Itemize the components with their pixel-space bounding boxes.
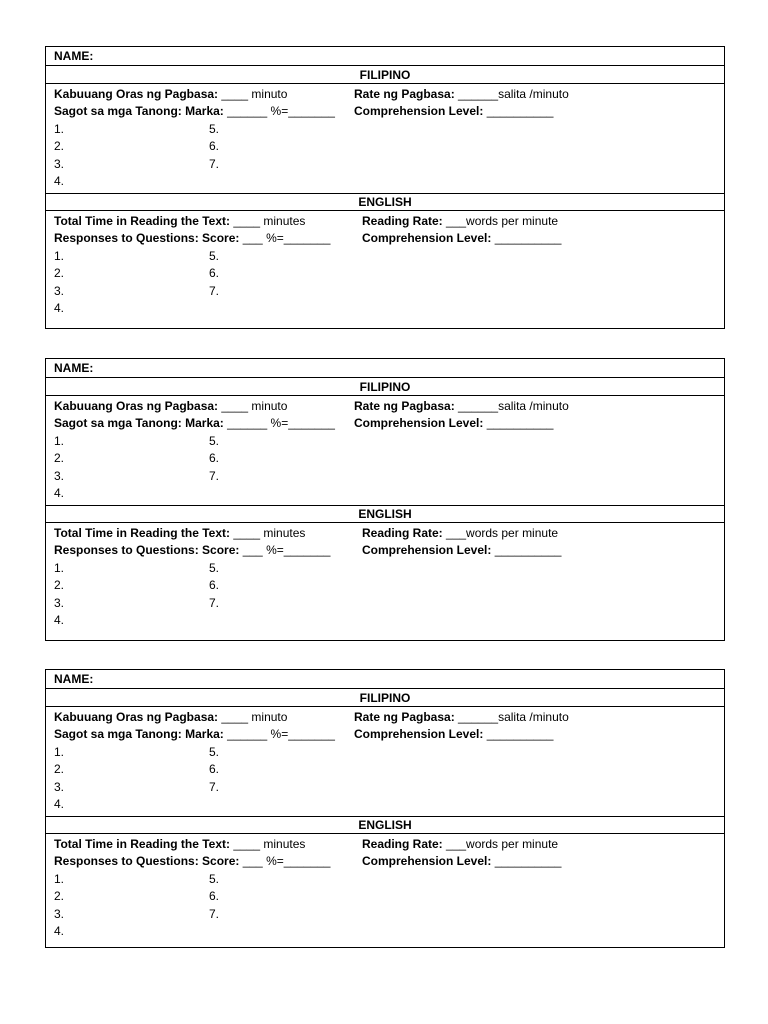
english-time-value: ____ minutes	[230, 836, 306, 851]
item-7: 7.	[209, 906, 220, 921]
item-2: 2.	[54, 578, 65, 593]
filipino-header	[46, 689, 724, 707]
english-score-value: ___ %=_______	[239, 231, 331, 246]
item-6: 6.	[209, 578, 220, 593]
filipino-score-label: Sagot sa mga Tanong: Marka:	[54, 104, 224, 119]
filipino-time-label: Kabuuang Oras ng Pagbasa:	[54, 709, 219, 724]
item-4: 4.	[54, 924, 65, 939]
record-card-2	[45, 358, 725, 641]
item-3: 3.	[54, 283, 65, 298]
english-comp-label: Comprehension Level:	[362, 543, 492, 558]
english-time-value: ____ minutes	[230, 525, 306, 540]
record-card-1	[45, 46, 725, 329]
english-comp-value: __________	[491, 543, 562, 558]
english-header-text: ENGLISH	[358, 818, 412, 832]
filipino-time-value: ____ minuto	[218, 398, 288, 413]
english-score-label: Responses to Questions: Score:	[54, 543, 240, 558]
english-header	[46, 193, 724, 211]
english-rate-label: Reading Rate:	[362, 836, 443, 851]
english-score-value: ___ %=_______	[239, 543, 331, 558]
item-7: 7.	[209, 468, 220, 483]
english-rate-label: Reading Rate:	[362, 525, 443, 540]
english-rate-value: ___words per minute	[442, 213, 559, 228]
item-5: 5.	[209, 248, 220, 263]
filipino-score-value: ______ %=_______	[223, 416, 335, 431]
filipino-score-label: Sagot sa mga Tanong: Marka:	[54, 416, 224, 431]
item-3: 3.	[54, 906, 65, 921]
item-3: 3.	[54, 468, 65, 483]
item-5: 5.	[209, 744, 220, 759]
english-header	[46, 816, 724, 834]
item-2: 2.	[54, 266, 65, 281]
filipino-header	[46, 66, 724, 84]
english-score-label: Responses to Questions: Score:	[54, 231, 240, 246]
english-section	[46, 834, 724, 943]
filipino-time-label: Kabuuang Oras ng Pagbasa:	[54, 398, 219, 413]
english-time-label: Total Time in Reading the Text:	[54, 213, 231, 228]
filipino-comp-label: Comprehension Level:	[354, 727, 484, 742]
name-label: NAME:	[54, 672, 94, 686]
filipino-rate-label: Rate ng Pagbasa:	[354, 86, 455, 101]
item-1: 1.	[54, 121, 65, 136]
english-score-label: Responses to Questions: Score:	[54, 854, 240, 869]
record-card-3	[45, 669, 725, 948]
item-1: 1.	[54, 871, 65, 886]
item-1: 1.	[54, 248, 65, 263]
filipino-comp-value: __________	[483, 416, 554, 431]
item-5: 5.	[209, 871, 220, 886]
english-time-label: Total Time in Reading the Text:	[54, 525, 231, 540]
filipino-header-text: FILIPINO	[359, 690, 411, 705]
filipino-rate-value: ______salita /minuto	[454, 709, 569, 724]
item-4: 4.	[54, 301, 65, 316]
filipino-rate-value: ______salita /minuto	[454, 86, 569, 101]
filipino-rate-label: Rate ng Pagbasa:	[354, 709, 455, 724]
item-5: 5.	[209, 121, 220, 136]
item-1: 1.	[54, 744, 65, 759]
item-4: 4.	[54, 797, 65, 812]
english-comp-value: __________	[491, 854, 562, 869]
english-header	[46, 505, 724, 523]
filipino-score-value: ______ %=_______	[223, 104, 335, 119]
english-comp-value: __________	[491, 231, 562, 246]
filipino-time-label: Kabuuang Oras ng Pagbasa:	[54, 86, 219, 101]
filipino-header-text: FILIPINO	[359, 379, 411, 394]
filipino-score-label: Sagot sa mga Tanong: Marka:	[54, 727, 224, 742]
item-6: 6.	[209, 762, 220, 777]
english-rate-label: Reading Rate:	[362, 213, 443, 228]
english-rate-value: ___words per minute	[442, 525, 559, 540]
english-comp-label: Comprehension Level:	[362, 854, 492, 869]
filipino-comp-label: Comprehension Level:	[354, 104, 484, 119]
item-3: 3.	[54, 156, 65, 171]
name-row	[46, 359, 724, 378]
item-5: 5.	[209, 560, 220, 575]
item-7: 7.	[209, 595, 220, 610]
item-7: 7.	[209, 779, 220, 794]
filipino-score-value: ______ %=_______	[223, 727, 335, 742]
english-header-text: ENGLISH	[358, 195, 412, 209]
english-time-label: Total Time in Reading the Text:	[54, 836, 231, 851]
item-1: 1.	[54, 433, 65, 448]
item-2: 2.	[54, 889, 65, 904]
name-row	[46, 670, 724, 689]
name-label: NAME:	[54, 361, 94, 375]
name-row	[46, 47, 724, 66]
english-section	[46, 523, 724, 632]
filipino-header-text: FILIPINO	[359, 67, 411, 82]
item-7: 7.	[209, 156, 220, 171]
filipino-section	[46, 84, 724, 193]
english-rate-value: ___words per minute	[442, 836, 559, 851]
english-time-value: ____ minutes	[230, 213, 306, 228]
filipino-section	[46, 396, 724, 505]
english-score-value: ___ %=_______	[239, 854, 331, 869]
item-4: 4.	[54, 613, 65, 628]
filipino-section	[46, 707, 724, 816]
item-1: 1.	[54, 560, 65, 575]
item-2: 2.	[54, 762, 65, 777]
item-7: 7.	[209, 283, 220, 298]
english-comp-label: Comprehension Level:	[362, 231, 492, 246]
name-label: NAME:	[54, 49, 94, 63]
filipino-comp-value: __________	[483, 727, 554, 742]
filipino-rate-label: Rate ng Pagbasa:	[354, 398, 455, 413]
item-4: 4.	[54, 486, 65, 501]
filipino-header	[46, 378, 724, 396]
filipino-time-value: ____ minuto	[218, 709, 288, 724]
item-6: 6.	[209, 889, 220, 904]
item-3: 3.	[54, 595, 65, 610]
item-6: 6.	[209, 139, 220, 154]
item-2: 2.	[54, 451, 65, 466]
filipino-time-value: ____ minuto	[218, 86, 288, 101]
filipino-comp-label: Comprehension Level:	[354, 416, 484, 431]
item-5: 5.	[209, 433, 220, 448]
item-6: 6.	[209, 266, 220, 281]
item-2: 2.	[54, 139, 65, 154]
filipino-comp-value: __________	[483, 104, 554, 119]
english-section	[46, 211, 724, 320]
item-6: 6.	[209, 451, 220, 466]
item-4: 4.	[54, 174, 65, 189]
item-3: 3.	[54, 779, 65, 794]
english-header-text: ENGLISH	[358, 507, 412, 521]
filipino-rate-value: ______salita /minuto	[454, 398, 569, 413]
